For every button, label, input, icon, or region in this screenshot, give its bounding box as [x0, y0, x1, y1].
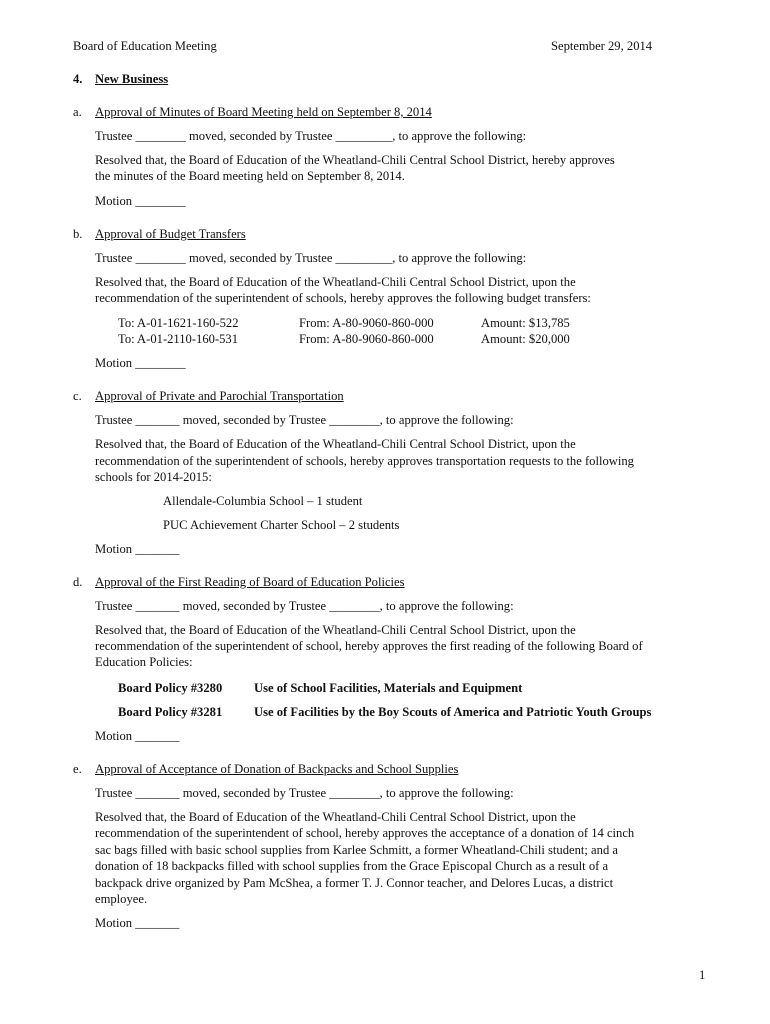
item-e-resolved-line6: employee. — [95, 892, 148, 906]
item-a-motion: Motion ________ — [95, 194, 186, 208]
item-d-resolved-line2: recommendation of the superintendent of school, hereby approves the first reading of the following Board of — [95, 639, 643, 653]
item-a-resolved-line1: Resolved that, the Board of Education of the Wheatland-Chili Central School District, hereby approves — [95, 153, 615, 167]
item-d-resolved-line3: Education Policies: — [95, 655, 193, 669]
item-b-trustee: Trustee ________ moved, seconded by Trustee _________, to approve the following: — [95, 251, 527, 265]
item-d-title: Approval of the First Reading of Board of Education Policies — [95, 575, 405, 589]
item-c-title: Approval of Private and Parochial Transportation — [95, 389, 344, 403]
item-e-trustee: Trustee _______ moved, seconded by Trustee ________, to approve the following: — [95, 786, 514, 800]
item-a-letter: a. — [73, 105, 82, 119]
item-d-resolved-line1: Resolved that, the Board of Education of the Wheatland-Chili Central School District, upon the — [95, 623, 576, 637]
item-b-letter: b. — [73, 227, 83, 241]
item-e-letter: e. — [73, 762, 82, 776]
item-c-motion: Motion _______ — [95, 542, 180, 556]
item-e-resolved-line3: sac bags filled with basic school supplies from Karlee Schmitt, a former Wheatland-Chili student; and a — [95, 843, 618, 857]
transfer-from: From: A-80-9060-860-000 — [299, 316, 434, 330]
transfer-from: From: A-80-9060-860-000 — [299, 332, 434, 346]
page-number: 1 — [699, 968, 706, 982]
item-d-trustee: Trustee _______ moved, seconded by Trustee ________, to approve the following: — [95, 599, 514, 613]
item-e-resolved-line2: recommendation of the superintendent of school, hereby approves the acceptance of a donation of 14 cinch — [95, 826, 635, 840]
item-d-letter: d. — [73, 575, 83, 589]
transfer-to: To: A-01-2110-160-531 — [118, 332, 239, 346]
item-b-resolved-line1: Resolved that, the Board of Education of the Wheatland-Chili Central School District, upon the — [95, 275, 576, 289]
item-c-trustee: Trustee _______ moved, seconded by Trustee ________, to approve the following: — [95, 413, 514, 427]
item-c-letter: c. — [73, 389, 82, 403]
school-entry: PUC Achievement Charter School – 2 students — [163, 518, 400, 532]
item-e-title: Approval of Acceptance of Donation of Backpacks and School Supplies — [95, 762, 459, 776]
transfer-to: To: A-01-1621-160-522 — [118, 316, 239, 330]
item-d-motion: Motion _______ — [95, 729, 180, 743]
item-b-resolved-line2: recommendation of the superintendent of schools, hereby approves the following budget transfers: — [95, 291, 591, 305]
policy-name: Use of School Facilities, Materials and Equipment — [254, 681, 523, 695]
item-e-motion: Motion _______ — [95, 916, 180, 930]
header-title: Board of Education Meeting — [73, 39, 217, 53]
item-c-resolved-line1: Resolved that, the Board of Education of the Wheatland-Chili Central School District, upon the — [95, 437, 576, 451]
header-date: September 29, 2014 — [551, 39, 653, 53]
item-e-resolved-line1: Resolved that, the Board of Education of the Wheatland-Chili Central School District, upon the — [95, 810, 576, 824]
item-a-trustee: Trustee ________ moved, seconded by Trustee _________, to approve the following: — [95, 129, 527, 143]
item-a-title: Approval of Minutes of Board Meeting held on September 8, 2014 — [95, 105, 432, 119]
transfer-amount: Amount: $13,785 — [481, 316, 570, 330]
item-e-resolved-line4: donation of 18 backpacks filled with school supplies from the Grace Episcopal Church as a result of a — [95, 859, 609, 873]
item-e-resolved-line5: backpack drive organized by Pam McShea, a former T. J. Connor teacher, and Delores Lucas, a district — [95, 876, 614, 890]
policy-number: Board Policy #3281 — [118, 705, 223, 719]
item-b-title: Approval of Budget Transfers — [95, 227, 246, 241]
school-entry: Allendale-Columbia School – 1 student — [163, 494, 363, 508]
section-title: New Business — [95, 72, 169, 86]
item-c-resolved-line2: recommendation of the superintendent of schools, hereby approves transportation requests to the following — [95, 454, 634, 468]
policy-number: Board Policy #3280 — [118, 681, 223, 695]
section-number: 4. — [73, 72, 83, 86]
item-b-motion: Motion ________ — [95, 356, 186, 370]
transfer-amount: Amount: $20,000 — [481, 332, 570, 346]
item-c-resolved-line3: schools for 2014-2015: — [95, 470, 212, 484]
policy-name: Use of Facilities by the Boy Scouts of America and Patriotic Youth Groups — [254, 705, 652, 719]
item-a-resolved-line2: the minutes of the Board meeting held on September 8, 2014. — [95, 169, 405, 183]
